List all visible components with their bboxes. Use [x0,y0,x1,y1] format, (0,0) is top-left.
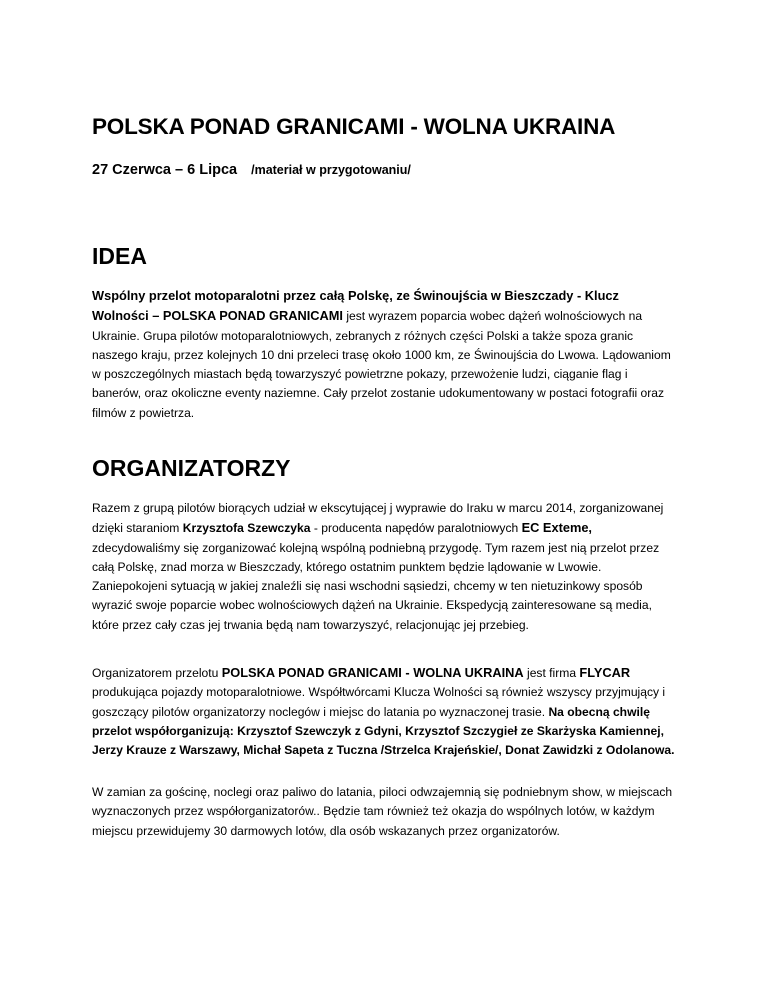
organizers-p1-text-2: - producenta napędów paralotniowych [310,521,522,536]
organizers-paragraph-3: W zamian za gościnę, noclegi oraz paliwo do latania, piloci odwzajemnią się podniebnym show, w miejscach wyznaczonych przez współorganizatorów.. Będzie tam również też okazja do wspólnych lotów, w każdym miejscu przewidujemy 30 darmowych lotów, dla osób wskazanych przez organizatorów. [92,785,673,838]
section-heading-idea: IDEA [92,243,147,269]
organizers-p2-text-3: produkująca pojazdy motoparalotniowe. Współtwórcami Klucza Wolności są również wszyscy przyjmujący i goszczący pilotów organizatorzy noclegów i miejsc do latania po wyznaczonej trasie. [92,685,666,719]
organizers-p2-text-2: jest firma [523,666,580,680]
idea-lead: Wspólny przelot motoparalotni przez całą Polskę, ze Świnoujścia w Bieszczady - Klucz Wolności – POLSKA PONAD GRANICAMI [92,288,619,324]
company-name: FLYCAR [579,665,631,680]
brand-name: EC Exteme, [521,520,592,536]
organizers-p1-text-3: zdecydowaliśmy się zorganizować kolejną wspólną podniebną przygodę. Tym razem jest nią przelot przez całą Polskę, znad morza w Bieszczady, którego ostatnim punktem będzie lądowanie w Lwowie. Zaniepokojeni sytuacją w jakiej znaleźli się nasi wschodni sąsiedzi, chcemy w ten nietuzinkowy sposób wyrazić swoje poparcie wobec wolnościowych dążeń na Ukrainie. Ekspedycją zainteresowane są media, które przez cały czas jej trwania będą nam towarzyszyć, relacjonując jej przebieg. [92,540,660,632]
idea-text: jest wyrazem poparcia wobec dążeń wolnościowych na Ukrainie. Grupa pilotów motoparalotniowych, zebranych z różnych części Polski a także spoza granic naszego kraju, przez kolejnych 10 dni przeleci trasę około 1000 km, ze Świnoujścia do Lwowa. Lądowaniom w poszczególnych miastach będą towarzyszyć powietrzne pokazy, przewożenie ludzi, ciąganie flag i banerów, oraz okoliczne eventy naziemne. Cały przelot zostanie udokumentowany w postaci fotografii oraz filmów z powietrza. [92,309,671,420]
event-name: POLSKA PONAD GRANICAMI - WOLNA UKRAINA [221,665,524,680]
section-heading-organizers: ORGANIZATORZY [92,455,291,481]
co-organizers: Na obecną chwilę przelot współorganizują: Krzysztof Szewczyk z Gdyni, Krzysztof Szczygieł ze Skarżyska Kamiennej, Jerzy Krauze z Warszawy, Michał Sapeta z Tuczna /Strzelca Krajeńskie/, Donat Zawidzki z Odolanowa. [92,704,675,758]
document-title: POLSKA PONAD GRANICAMI - WOLNA UKRAINA [92,114,616,139]
organizers-paragraph-1 [92,499,678,635]
organizers-paragraph-2 [92,663,678,760]
organizers-p2-text-1: Organizatorem przelotu [92,666,222,680]
event-dates [92,162,411,178]
organizer-name: Krzysztofa Szewczyka [182,521,311,536]
status-note: /materiał w przygotowaniu/ [251,163,411,177]
idea-paragraph [92,286,678,423]
date-range: 27 Czerwca – 6 Lipca [92,162,238,178]
organizers-p1-text-1: Razem z grupą pilotów biorących udział w ekscytującej j wyprawie do Iraku w marcu 2014, zorganizowanej dzięki staraniom [92,501,664,536]
